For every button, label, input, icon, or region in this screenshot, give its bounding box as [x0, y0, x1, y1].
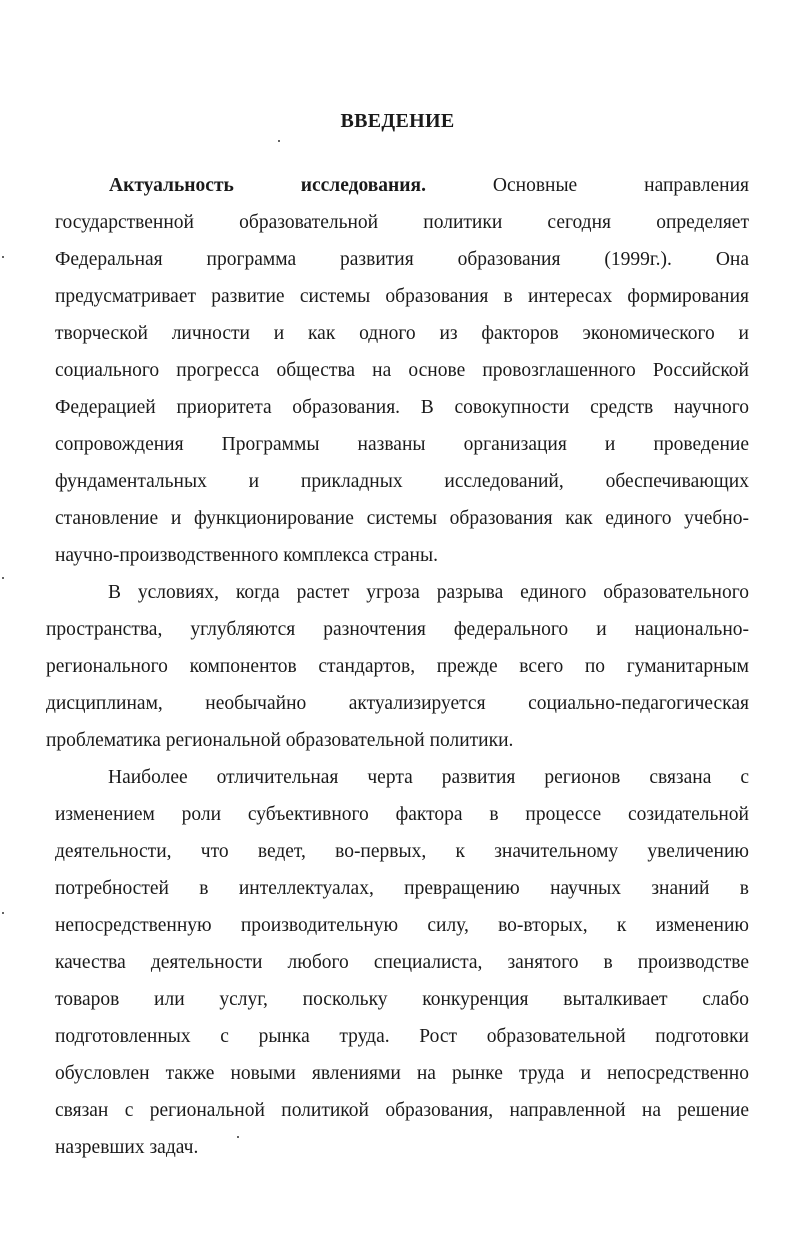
- paragraph-3-line-1: Наиболее отличительная черта развития регионов связана с: [108, 767, 749, 788]
- paragraph-3-line-4: потребностей в интеллектуалах, превращению научных знаний в: [55, 878, 749, 899]
- paragraph-3-line-3: деятельности, что ведет, во-первых, к значительному увеличению: [55, 841, 749, 862]
- paragraph-2-line-5: проблематика региональной образовательной политики.: [46, 730, 514, 751]
- paragraph-1-lead-rest: Основные направления: [492, 175, 749, 196]
- paragraph-3-line-2: изменением роли субъективного фактора в процессе созидательной: [55, 804, 749, 825]
- paragraph-1-line-11: научно-производственного комплекса страны.: [55, 545, 438, 566]
- page-title: ВВЕДЕНИЕ: [340, 110, 455, 132]
- paragraph-3-line-8: подготовленных с рынка труда. Рост образовательной подготовки: [55, 1026, 749, 1047]
- paragraph-1-line-7: Федерацией приоритета образования. В совокупности средств научного: [55, 397, 749, 418]
- paragraph-1-line-8: сопровождения Программы названы организация и проведение: [55, 434, 749, 455]
- paragraph-1-line-3: Федеральная программа развития образования (1999г.). Она: [55, 249, 749, 270]
- paragraph-2-line-4: дисциплинам, необычайно актуализируется социально-педагогическая: [46, 693, 749, 714]
- paragraph-2-line-2: пространства, углубляются разночтения федерального и национально-: [46, 619, 749, 640]
- scan-speck: [2, 577, 4, 579]
- paragraph-3-line-7: товаров или услуг, поскольку конкуренция выталкивает слабо: [55, 989, 749, 1010]
- paragraph-3-line-10: связан с региональной политикой образования, направленной на решение: [55, 1100, 749, 1121]
- paragraph-1-line-2: государственной образовательной политики сегодня определяет: [55, 212, 749, 233]
- scan-speck: [2, 912, 4, 914]
- paragraph-1-line-6: социального прогресса общества на основе провозглашенного Российской: [55, 360, 749, 381]
- paragraph-1-line-10: становление и функционирование системы образования как единого учебно-: [55, 508, 749, 529]
- scan-speck: [278, 140, 280, 142]
- paragraph-1-line-9: фундаментальных и прикладных исследований, обеспечивающих: [55, 471, 749, 492]
- scan-speck: [237, 1136, 239, 1138]
- paragraph-3-line-11: назревших задач.: [55, 1137, 199, 1158]
- paragraph-3-line-5: непосредственную производительную силу, во-вторых, к изменению: [55, 915, 749, 936]
- paragraph-1-lead: Актуальность исследования.: [109, 175, 426, 196]
- paragraph-1-line-1: [109, 174, 749, 198]
- paragraph-1-line-5: творческой личности и как одного из факторов экономического и: [55, 323, 749, 344]
- scan-speck: [2, 256, 4, 258]
- paragraph-2-line-3: регионального компонентов стандартов, прежде всего по гуманитарным: [46, 656, 749, 677]
- paragraph-1-line-4: предусматривает развитие системы образования в интересах формирования: [55, 286, 749, 307]
- paragraph-3-line-6: качества деятельности любого специалиста, занятого в производстве: [55, 952, 749, 973]
- paragraph-3-line-9: обусловлен также новыми явлениями на рынке труда и непосредственно: [55, 1063, 749, 1084]
- paragraph-2-line-1: В условиях, когда растет угроза разрыва единого образовательного: [108, 582, 749, 603]
